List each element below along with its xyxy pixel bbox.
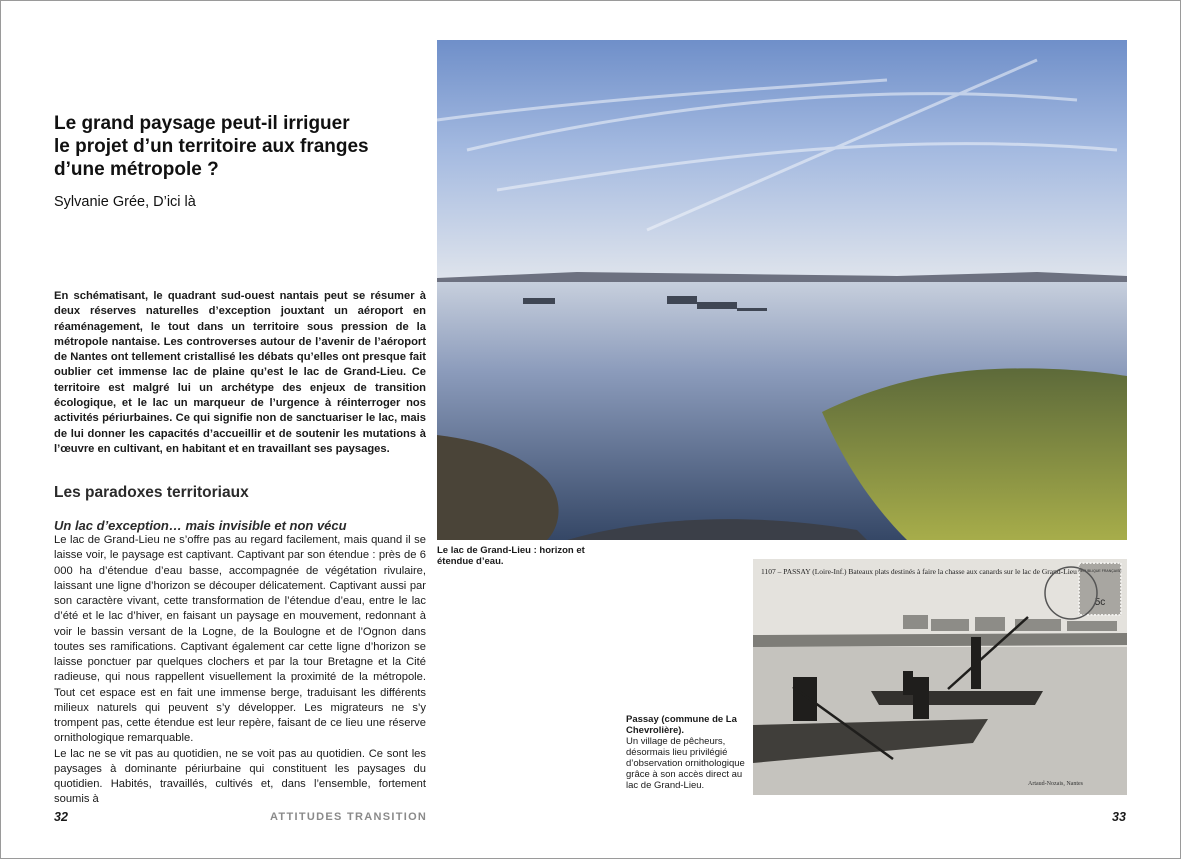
postcard-caption-text: Un village de pêcheurs, désormais lieu privilégié d’observation ornithologique grâce à son accès direct au lac de Grand-Lieu. [626, 736, 745, 791]
title-line: le projet d’un territoire aux franges [54, 136, 369, 157]
photo-caption: Le lac de Grand-Lieu : horizon et étendue d’eau. [437, 545, 585, 567]
postcard-caption-title: Passay (commune de La Chevrolière). [626, 714, 737, 736]
postcard-caption [626, 714, 752, 791]
running-title: ATTITUDES TRANSITION [270, 811, 428, 823]
stamp-label: RÉPUBLIQUE FRANÇAISE [1078, 569, 1122, 573]
article-title [54, 112, 414, 181]
body-paragraph: Le lac de Grand-Lieu ne s’offre pas au regard facilement, mais quand il se laisse voir, le paysage est captivant. Captivant par son étendue : près de 6 000 ha d’étendue d’eau basse, accompagnée de végétation rivulaire, laissant une ligne d’horizon se découper délicatement. Captivant aussi par son caractère vivant, cette transformation de l’étendue d’eau, entre le lac d’été et le lac d’hiver, en faisant un paysage en mouvement, redonnant à voir le bassin versant de la Logne, de la Boulogne et de l’Ognon dans toutes ses ramifications. Captivant également car cette ligne d’horizon se laisse ponctuer par quelques clochers et par la tour Bretagne et la Cité radieuse, qui nous rappellent visuellement la proximité de la métropole. Tout cet espace est en fait une immense berge, traduisant les différents milieux naturels qui peuvent s’y développer. Les migrateurs ne s’y trompent pas, cette étendue est leur repère, faisant de ce lieu une réserve ornithologique remarquable. [54, 534, 426, 745]
sub-heading: Un lac d’exception… mais invisible et non vécu [54, 518, 347, 533]
intro-paragraph: En schématisant, le quadrant sud-ouest nantais peut se résumer à deux réserves naturelles d’exception jouxtant un aéroport en réaménagement, le tout dans un territoire sous pression de la métropole nantaise. Les controverses autour de l’avenir de l’aéroport de Nantes ont tellement cristallisé les débats qu’elles ont presque fait oublier cet immense lac de plaine qu’est le lac de Grand-Lieu. Ce territoire est malgré lui un archétype des enjeux de transition écologique, et le lac un marqueur de l’urgence à réinterroger nos activités périurbaines. Ce qui signifie non de sanctuariser le lac, mais de lui donner les capacités d’accueillir et de soutenir les mutations à l’œuvre en cultivant, en habitant et en travaillant ses paysages. [54, 290, 426, 455]
section-heading: Les paradoxes territoriaux [54, 484, 249, 501]
body-paragraph: Le lac ne se vit pas au quotidien, ne se voit pas au quotidien. Ce sont les paysages à dominante périurbaine qui constituent les paysages du quotidien. Habités, travaillés, cultivés et, dans l’ensemble, fortement soumis à [54, 747, 426, 806]
page-number-right: 33 [1112, 810, 1126, 824]
postcard-header: 1107 – PASSAY (Loire-Inf.) Bateaux plats destinés à faire la chasse aux canards sur le lac de Grand-Lieu [761, 567, 1077, 576]
page-number-left: 32 [54, 810, 68, 824]
postcard-publisher: Artaud-Nozais, Nantes [1028, 781, 1083, 787]
stamp-value: 5c [1094, 597, 1106, 608]
body-text [54, 533, 426, 806]
lake-photo [437, 40, 1127, 540]
title-line: Le grand paysage peut-il irriguer [54, 113, 350, 134]
article-author: Sylvanie Grée, D’ici là [54, 194, 196, 210]
postcard-image [753, 559, 1127, 795]
title-line: d’une métropole ? [54, 159, 219, 180]
